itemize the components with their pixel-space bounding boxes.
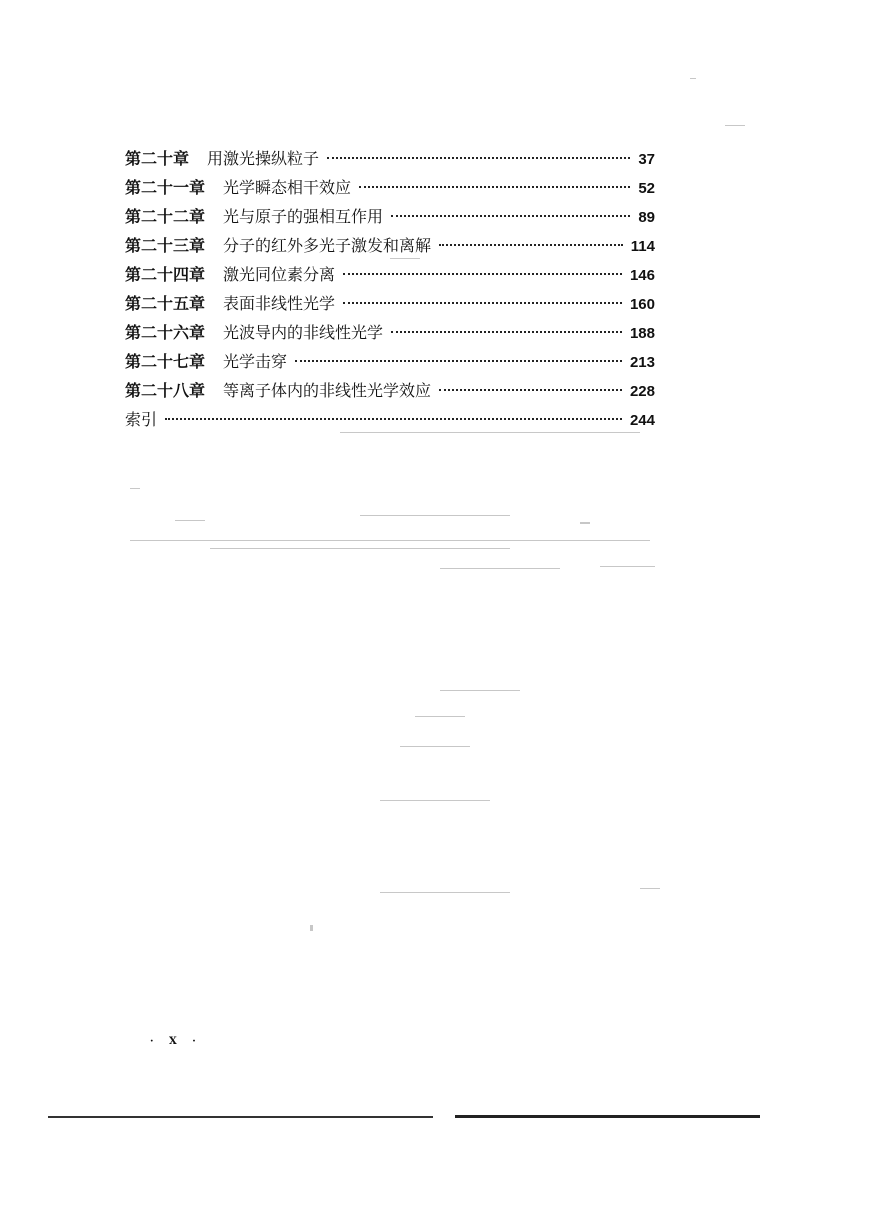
page-number: 228 [629,383,655,400]
page-number: 160 [629,296,655,313]
chapter-title: 光学瞬态相干效应 [223,178,352,197]
chapter-number: 第二十三章 [125,236,206,255]
chapter-title: 分子的红外多光子激发和离解 [223,236,432,255]
chapter-title: 光学击穿 [223,352,288,371]
page-number: 244 [629,412,655,429]
chapter-title: 用激光操纵粒子 [207,149,320,168]
chapter-number: 第二十八章 [125,381,206,400]
page-number: 89 [638,209,655,226]
chapter-number: 第二十六章 [125,323,206,342]
bottom-rule-left [48,1116,433,1118]
page-number: 37 [638,151,655,168]
bottom-rule-right [455,1115,760,1118]
index-title: 索引 [125,410,158,429]
chapter-number: 第二十二章 [125,207,206,226]
page-folio: · Ⅹ · [150,1036,202,1047]
chapter-number: 第二十一章 [125,178,206,197]
page-number: 188 [629,325,655,342]
page-number: 52 [638,180,655,197]
page-number: 146 [629,267,655,284]
chapter-title: 等离子体内的非线性光学效应 [223,381,432,400]
chapter-number: 第二十章 [125,149,190,168]
chapter-title: 表面非线性光学 [223,294,336,313]
page-number: 213 [629,354,655,371]
chapter-number: 第二十五章 [125,294,206,313]
chapter-title: 光波导内的非线性光学 [223,323,384,342]
chapter-number: 第二十七章 [125,352,206,371]
page-number: 114 [630,238,655,255]
chapter-number: 第二十四章 [125,265,206,284]
chapter-title: 激光同位素分离 [223,265,336,284]
chapter-title: 光与原子的强相互作用 [223,207,384,226]
